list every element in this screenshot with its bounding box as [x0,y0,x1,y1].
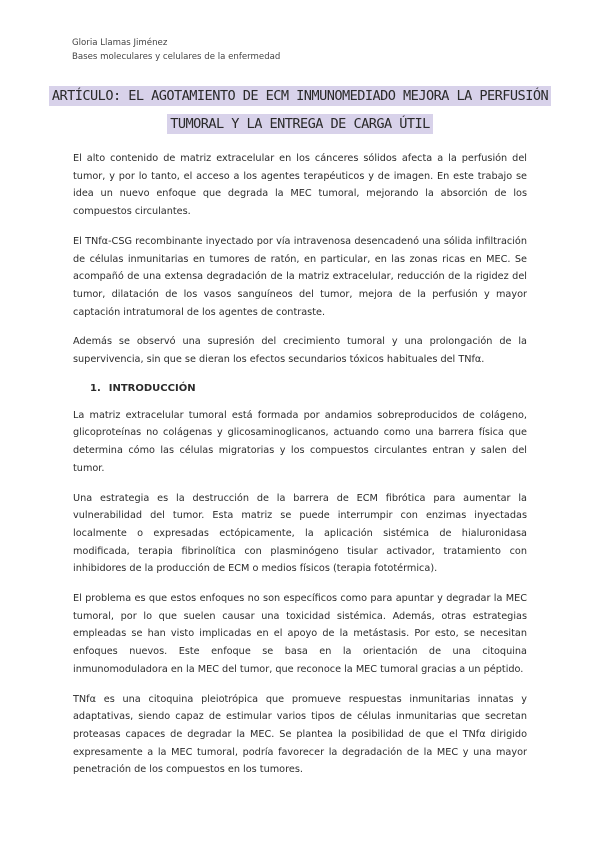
article-title [40,82,560,138]
intro-paragraph: Una estrategia es la destrucción de la barrera de ECM fibrótica para aumentar la vulnerabilidad del tumor. Esta matriz se puede interrumpir con enzimas inyectadas localmente o expresadas ectópicamente, la aplicación sistémica de hialuronidasa modificada, terapia fibrinolítica con plasminógeno tisular activador, tratamiento con inhibidores de la producción de ECM o medios físicos (terapia fototérmica). [73,492,527,575]
abstract-paragraph: El alto contenido de matriz extracelular en los cánceres sólidos afecta a la perfusión del tumor, y por lo tanto, el acceso a los agentes terapéuticos y de imagen. En este trabajo se idea un nuevo enfoque que degrada la MEC tumoral, mejorando la absorción de los compuestos circulantes. [73,153,527,218]
author-name: Gloria Llamas Jiménez [72,38,168,48]
intro-paragraph: El problema es que estos enfoques no son específicos como para apuntar y degradar la MEC tumoral, por lo que suelen causar una toxicidad sistémica. Además, otras estrategias empleadas se han visto implicadas en el apoyo de la metástasis. Por esto, se necesitan enfoques nuevos. Este enfoque se basa en la orientación de una citoquina inmunomoduladora en la MEC del tumor, que reconoce la MEC tumoral gracias a un péptido. [73,593,527,675]
page-header [72,36,280,64]
course-name: Bases moleculares y celulares de la enfermedad [72,52,281,62]
document-body [73,150,527,791]
intro-paragraph: La matriz extracelular tumoral está formada por andamios sobreproducidos de colágeno, glicoproteínas no colágenas y glicosaminoglicanos, actuando como una barrera física que determina cómo las células migratorias y los compuestos circulantes entran y salen del tumor. [73,409,527,474]
abstract-paragraph: El TNfα-CSG recombinante inyectado por vía intravenosa desencadenó una sólida infiltración de células inmunitarias en tumores de ratón, en particular, en las zonas ricas en MEC. Se acompañó de una extensa degradación de la matriz extracelular, reducción de la rigidez del tumor, dilatación de los vasos sanguíneos del tumor, mejora de la perfusión y mayor captación intratumoral de los agentes de contraste. [73,235,527,318]
abstract-paragraph: Además se observó una supresión del crecimiento tumoral y una prolongación de la supervivencia, sin que se dieran los efectos secundarios tóxicos habituales del TNfα. [73,336,527,366]
section-title: INTRODUCCIÓN [108,382,196,394]
title-line-2: TUMORAL Y LA ENTREGA DE CARGA ÚTIL [167,114,433,134]
section-number: 1. [90,382,101,394]
section-heading-introduccion [90,381,527,397]
title-line-1: ARTÍCULO: EL AGOTAMIENTO DE ECM INMUNOMEDIADO MEJORA LA PERFUSIÓN [49,86,551,106]
intro-paragraph: TNfα es una citoquina pleiotrópica que promueve respuestas inmunitarias innatas y adaptativas, siendo capaz de estimular varios tipos de células inmunitarias que secretan proteasas capaces de degradar la MEC. Se plantea la posibilidad de que el TNfα dirigido expresamente a la MEC tumoral, podría favorecer la degradación de la MEC y una mayor penetración de los compuestos en los tumores. [73,693,527,776]
